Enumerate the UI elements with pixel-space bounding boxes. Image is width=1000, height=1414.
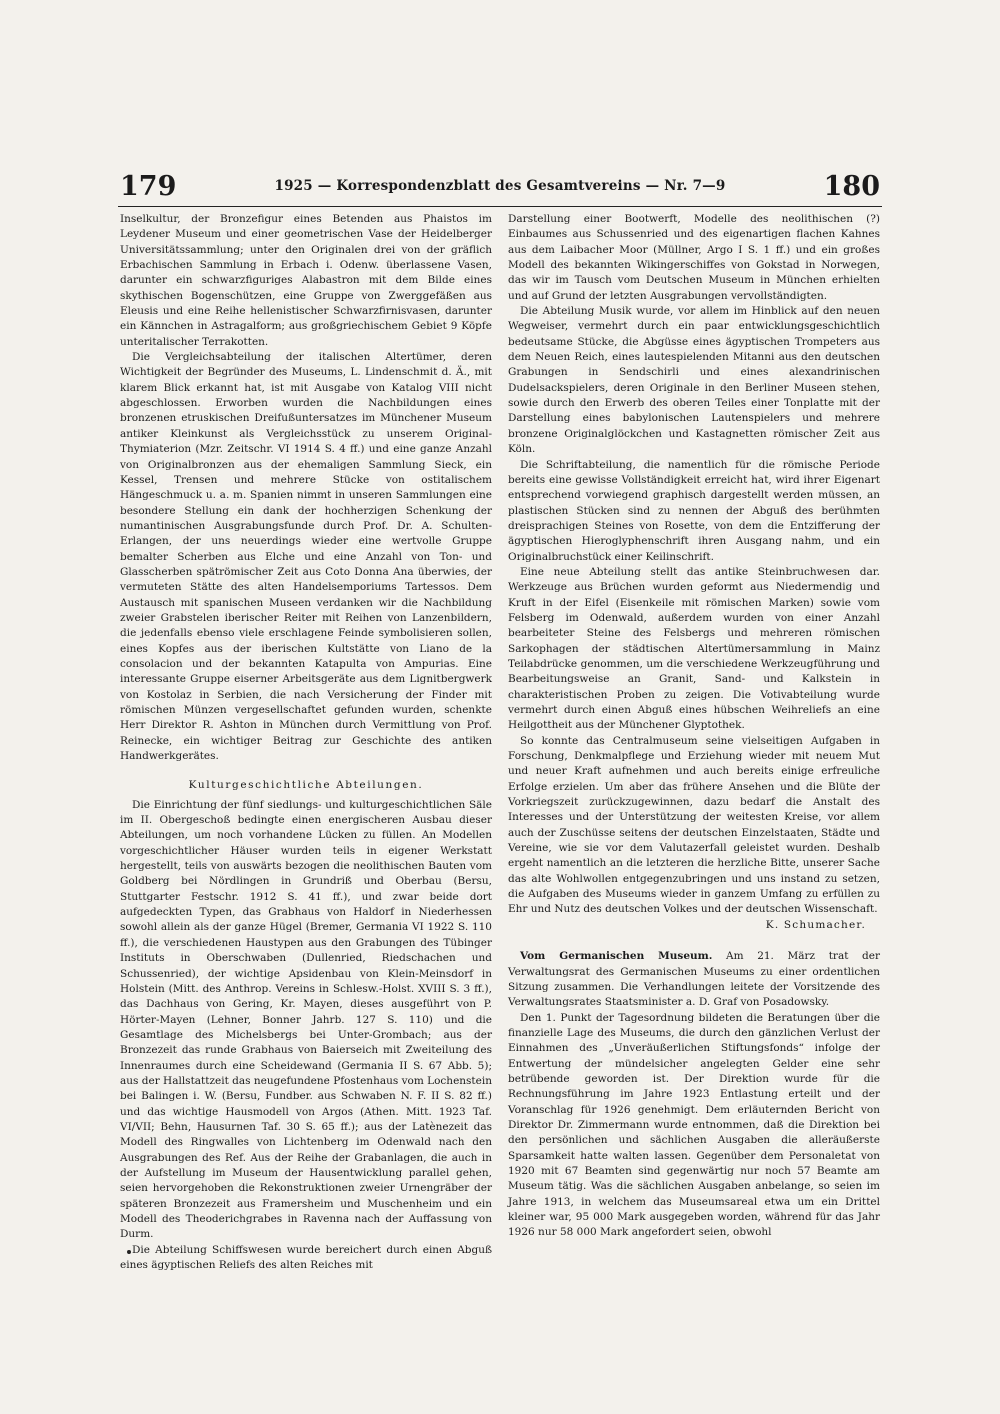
header-rule xyxy=(118,206,882,207)
page-number-right: 180 xyxy=(823,171,880,202)
page-number-left: 179 xyxy=(120,171,177,202)
section-heading: Kulturgeschichtliche Abteilungen. xyxy=(188,779,424,792)
paragraph: Inselkultur, der Bronzefigur eines Betenden aus Phaistos im Leydener Museum und einer geometrischen Vase der Heidelberger Universitätssammlung; unter den Originalen drei von der gräflich Erbachischen Sammlung in Erbach i. Odenw. überlassene Vasen, darunter ein schwarzfiguriges Alabastron mit dem Bilde eines skythischen Bogenschützen, eine Gruppe von Zwerggefäßen aus Eleusis und eine Reihe hellenistischer Schwarzfirnisvasen, darunter ein Kännchen in Astragalform; aus großgriechischem Gebiet 9 Köpfe unteritalischer Terrakotten. xyxy=(120,213,492,348)
paragraph-with-title xyxy=(508,949,880,1010)
running-title: 1925 — Korrespondenzblatt des Gesamtvereins — Nr. 7—9 xyxy=(274,178,726,194)
page-header xyxy=(120,170,880,204)
paragraph: Den 1. Punkt der Tagesordnung bildeten die Beratungen über die finanzielle Lage des Museums, die durch den gänzlichen Verlust der Einnahmen des „Unveräußerlichen Stiftungsfonds“ infolge der Entwertung der mündelsicher angelegten Gelder eine sehr betrübende geworden ist. Der Direktion wurde für die Rechnungsführung im Jahre 1923 Entlastung erteilt und der Voranschlag für 1926 genehmigt. Dem erläuternden Bericht von Direktor Dr. Zimmermann wurde entnommen, daß die Direktion bei den persönlichen und sächlichen Ausgaben die alleräußerste Sparsamkeit hatte walten lassen. Gegenüber dem Personaletat von 1920 mit 67 Beamten sind gegenwärtig nur noch 57 Beamte am Museum tätig. Was die sächlichen Ausgaben anbelange, so seien im Jahre 1913, in welchem das Museumsareal etwa um ein Drittel kleiner war, 95 000 Mark ausgegeben worden, während für das Jahr 1926 nur 58 000 Mark angefordert seien, obwohl xyxy=(508,1011,880,1239)
paragraph: Die Vergleichsabteilung der italischen Altertümer, deren Wichtigkeit der Begründer des Museums, L. Lindenschmit d. Ä., mit klarem Blick erkannt hat, ist mit Ausgabe von Katalog VIII nicht abgeschlossen. Erworben wurden die Nachbildungen eines bronzenen etruskischen Dreifußuntersatzes im Münchener Museum antiker Kleinkunst als Vergleichsstück zu unserem Original-Thymiaterion (Mzr. Zeitschr. VI 1914 S. 4 ff.) und eine ganze Anzahl von Originalbronzen aus der ehemaligen Sammlung Sieck, ein Kessel, Trensen und mehrere Stücke von ostitalischem Hängeschmuck u. a. m. Spanien nimmt in unseren Sammlungen eine besondere Stellung ein dank der hochherzigen Schenkung der numantinischen Ausgrabungsfunde durch Prof. Dr. A. Schulten-Erlangen, der uns neuerdings wieder eine wertvolle Gruppe bemalter Scherben aus Elche und eine Anzahl von Ton- und Glasscherben spätrömischer Zeit aus Coto Donna Ana überwies, der vermuteten Stätte des alten Handelsemporiums Tartessos. Dem Austausch mit spanischen Museen verdanken wir die Nachbildung zweier Grabstelen iberischer Reiter mit Reihen von Lanzenbildern, die jedenfalls ebenso viele erschlagene Feinde symbolisieren sollen, eines Kopfes aus der iberischen Kultstätte von Liano de la consolacion und der bekannten Katapulta von Ampurias. Eine interessante Gruppe eiserner Arbeitsgeräte aus dem Lignitbergwerk von Kostolaz in Serbien, die nach Versicherung der Finder mit römischen Münzen vergesellschaftet gefunden wurden, schenkte Herr Direktor R. Ashton in München durch Vermittlung von Prof. Reinecke, ein wichtiger Beitrag zur Geschichte des antiken Handwerkgerätes. xyxy=(120,351,492,763)
left-column xyxy=(120,212,492,1272)
paragraph-text: Am 21. März trat der Verwaltungsrat des Germanischen Museums zu einer ordentlichen Sitzung zusammen. Die Verhandlungen leitete der Vorsitzende des Verwaltungsrates Staatsminister a. D. Graf von Posadowsky. xyxy=(508,950,880,1009)
paragraph: Die Abteilung Schiffswesen wurde bereichert durch einen Abguß eines ägyptischen Reliefs des alten Reiches mit xyxy=(120,1243,492,1272)
paragraph: Eine neue Abteilung stellt das antike Steinbruchwesen dar. Werkzeuge aus Brüchen wurden geformt aus Niedermendig und Kruft in der Eifel (Eisenkeile mit römischen Marken) sowie vom Felsberg im Odenwald, außerdem wurden von einer Anzahl bearbeiteter Steine des Felsbergs und mehreren römischen Sarkophagen der städtischen Altertümersammlung in Mainz Teilabdrücke genommen, um die verschiedene Werkzeugführung und Bearbeitungsweise an Granit, Sand- und Kalkstein in charakteristischen Proben zu zeigen. Die Votivabteilung wurde vermehrt durch einen Abguß eines hübschen Weihreliefs an eine Heilgottheit aus der Münchener Glyptothek. xyxy=(508,565,880,732)
paragraph: Die Einrichtung der fünf siedlungs- und kulturgeschichtlichen Säle im II. Obergeschoß bedingte einen energischeren Ausbau dieser Abteilungen, um noch vorhandene Lücken zu füllen. An Modellen vorgeschichtlicher Häuser wurden teils in eigener Werkstatt hergestellt, teils von auswärts bezogen die neolithischen Bauten vom Goldberg bei Nördlingen in Grundriß und Oberbau (Bersu, Stuttgarter Festschr. 1912 S. 41 ff.), und zwar beide dort aufgedeckten Typen, das Grabhaus von Haldorf in Niederhessen sowohl allein als der ganze Hügel (Bremer, Germania VI 1922 S. 110 ff.), die verschiedenen Haustypen aus den Grabungen des Tübinger Instituts in Oberschwaben (Dullenried, Riedschachen und Schussenried), der wichtige Apsidenbau von Klein-Meinsdorf in Holstein (Mitt. des Anthrop. Vereins in Schlesw.-Holst. XVIII S. 3 ff.), das Dachhaus von Gering, Kr. Mayen, dieses ausgeführt von P. Hörter-Mayen (Lehner, Bonner Jahrb. 127 S. 110) und die Gesamtlage des Michelsbergs bei Unter-Grombach; aus der Bronzezeit das runde Grabhaus von Baierseich mit Zweiteilung des Innenraumes durch eine Scheidewand (Germania II S. 67 Abb. 5); aus der Hallstattzeit das neugefundene Pfostenhaus vom Lochenstein bei Balingen i. W. (Bersu, Fundber. aus Schwaben N. F. II S. 82 ff.) und das wichtige Hausmodell von Argos (Athen. Mitt. 1923 Taf. VI/VII; Behn, Hausurnen Taf. 30 S. 65 ff.); aus der Latènezeit das Modell des Ringwalles von Lichtenberg im Odenwald nach den Ausgrabungen des Ref. Aus der Reihe der Grabanlagen, die auch in der Aufstellung im Museum der Hausentwicklung parallel gehen, seien hervorgehoben die Rekonstruktionen zweier Urnengräber der späteren Bronzezeit aus Framersheim und Muschenheim und ein Modell des Theoderichgrabes in Ravenna nach der Auffassung von Durm. xyxy=(120,798,492,1241)
section-title: Vom Germanischen Museum. xyxy=(520,950,713,963)
author-signature: K. Schumacher. xyxy=(765,918,866,931)
paragraph: Die Abteilung Musik wurde, vor allem im Hinblick auf den neuen Wegweiser, vermehrt durch ein paar entwicklungsgeschichtlich bedeutsame Stücke, die Abgüsse eines ägyptischen Trompeters aus dem Neuen Reich, eines lautespielenden Mitanni aus den deutschen Grabungen in Sendschirli und eines alexandrinischen Dudelsackspielers, deren Originale in den Berliner Museen stehen, sowie durch den Erwerb des oberen Teiles einer Tonplatte mit der Darstellung eines babylonischen Lautenspielers und mehrere bronzene Originalglöckchen und Kastagnetten römischer Zeit aus Köln. xyxy=(508,305,880,456)
paragraph: Die Schriftabteilung, die namentlich für die römische Periode bereits eine gewisse Vollständigkeit erreicht hat, wird ihrer Eigenart entsprechend vorwiegend graphisch dargestellt werden müssen, an plastischen Stücken sind zu nennen der Abguß des berühmten dreisprachigen Steines von Rosette, von dem die Entzifferung der ägyptischen Hieroglyphenschrift ihren Ausgang nahm, und ein Originalbruchstück einer Keilinschrift. xyxy=(508,458,880,563)
paragraph: Darstellung einer Bootwerft, Modelle des neolithischen (?) Einbaumes aus Schussenried und des eigenartigen flachen Kahnes aus dem Laibacher Moor (Müllner, Argo I S. 1 ff.) und ein großes Modell des bekannten Wikingerschiffes von Gokstad in Norwegen, das wir im Tausch vom Deutschen Museum in München erhielten und auf Grund der letzten Ausgrabungen vervollständigten. xyxy=(508,213,880,302)
right-column xyxy=(508,212,880,1239)
paragraph: So konnte das Centralmuseum seine vielseitigen Aufgaben in Forschung, Denkmalpflege und Erziehung wieder mit neuem Mut und neuer Kraft aufnehmen und auch bereits einige erfreuliche Erfolge erzielen. Um aber das frühere Ansehen und die Blüte der Vorkriegszeit zurückzugewinnen, dazu bedarf die Anstalt des Interesses und der Unterstützung der weitesten Kreise, vor allem auch der Zuschüsse seitens der deutschen Einzelstaaten, Städte und Vereine, wie sie vor dem Valutazerfall geleistet wurden. Deshalb ergeht namentlich an die letzteren die herzliche Bitte, unserer Sache das alte Wohlwollen entgegenzubringen und uns instand zu setzen, die Aufgaben des Museums wieder in ganzem Umfang zu erfüllen zu Ehr und Nutz des deutschen Volkes und der deutschen Wissenschaft. xyxy=(508,734,880,916)
stray-mark xyxy=(127,1250,131,1254)
section-gap xyxy=(508,933,880,949)
